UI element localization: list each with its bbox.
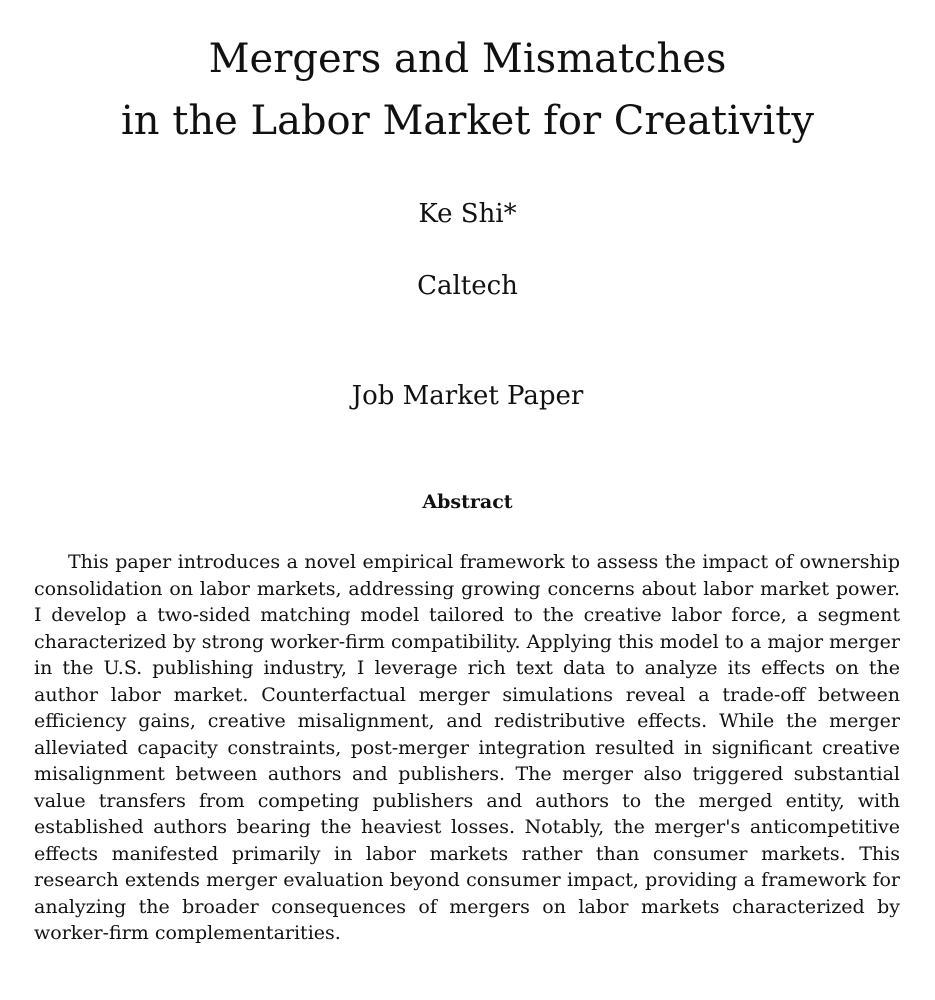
abstract-heading: Abstract <box>422 491 513 513</box>
abstract-text: This paper introduces a novel empirical framework to assess the impact of ownership consolidation on labor markets, addressing growing concerns about labor market power. I develop a two-sided matching model tailored to the creative labor force, a segment characterized by strong worker-firm compatibility. Applying this model to a major merger in the U.S. publishing industry, I leverage rich text data to analyze its effects on the author labor market. Counterfactual merger simulations reveal a trade-off between efficiency gains, creative misalignment, and redistributive effects. While the merger alleviated capacity constraints, post-merger integration resulted in significant creative misalignment between authors and publishers. The merger also triggered substantial value transfers from competing publishers and authors to the merged entity, with established authors bearing the heaviest losses. Notably, the merger's anticompetitive effects manifested primarily in labor markets rather than consumer markets. This research extends merger evaluation beyond consumer impact, providing a framework for analyzing the broader consequences of mergers on labor markets characterized by worker-firm complementarities. <box>34 551 900 944</box>
title-line-1: Mergers and Mismatches <box>208 36 727 82</box>
paper-title <box>0 28 935 152</box>
author-affiliation: Caltech <box>417 271 518 301</box>
title-line-2: in the Labor Market for Creativity <box>121 98 814 144</box>
author-name: Ke Shi* <box>418 199 517 229</box>
paper-type-label: Job Market Paper <box>351 381 584 411</box>
